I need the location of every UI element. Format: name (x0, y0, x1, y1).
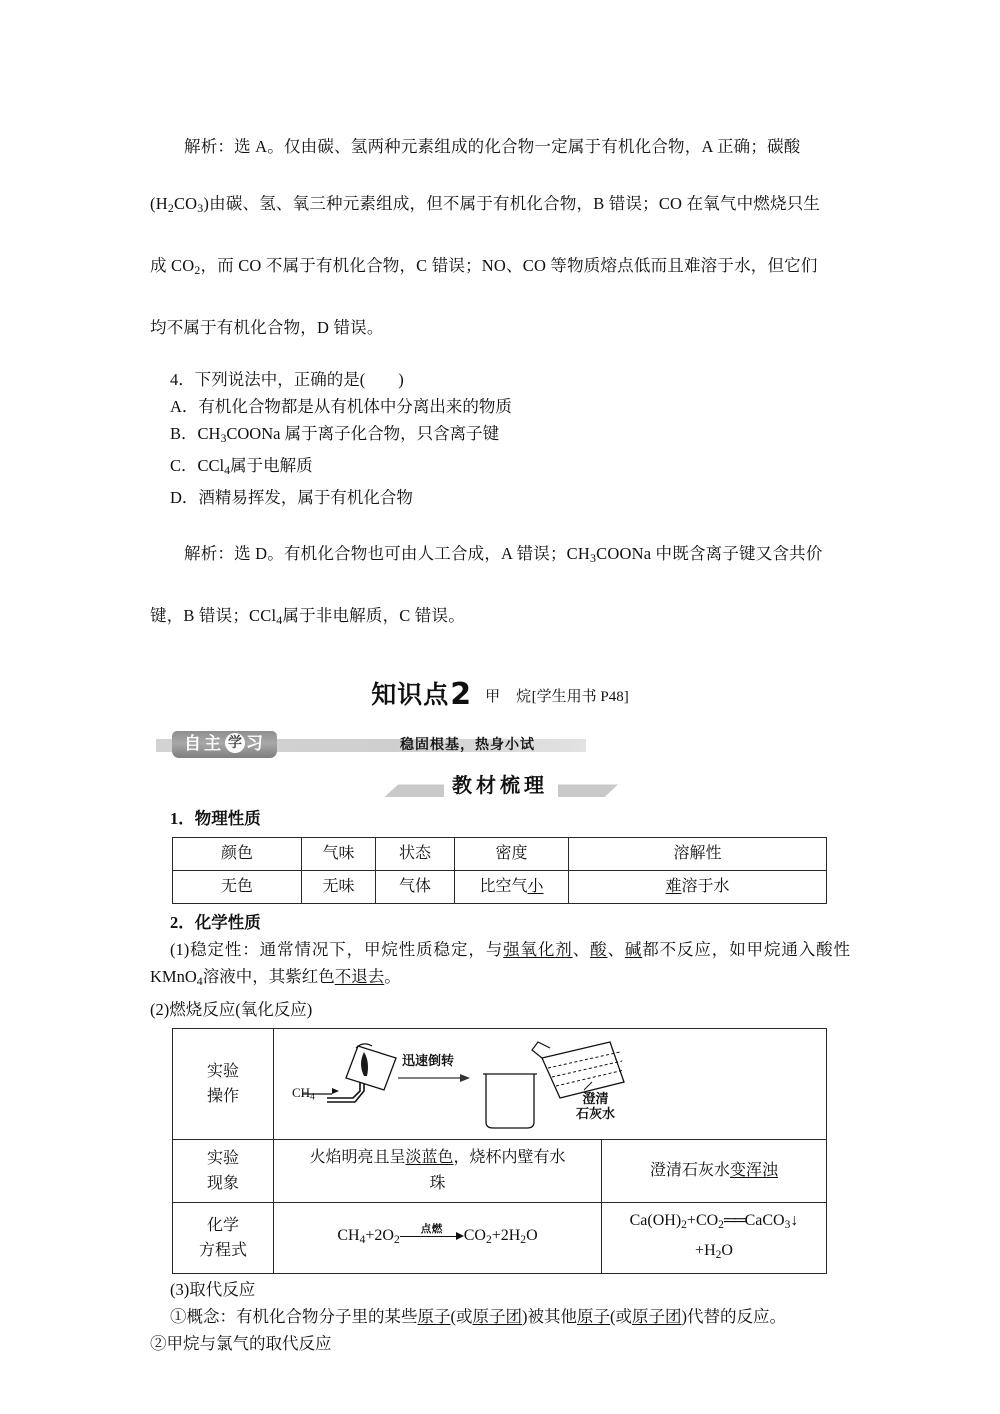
table-row-operation (173, 1028, 827, 1139)
formula-sub: 2 (718, 1218, 724, 1231)
row-label-line-2: 方程式 (198, 1241, 247, 1259)
arrow-head (456, 1232, 464, 1240)
stability-text-a: (1)稳定性：通常情况下，甲烷性质稳定，与 (170, 940, 504, 960)
phenomenon-right-text: 澄清石灰水 (649, 1161, 730, 1179)
solution-3-line-3 (150, 237, 850, 299)
table-row-equation (173, 1202, 827, 1273)
carbonic-acid-formula-prefix: (H (150, 194, 168, 213)
limewater-line-2: 石灰水 (576, 1106, 616, 1122)
value-odor: 无味 (302, 871, 376, 904)
limewater-equation-line-2: $+H_2O$ (695, 1241, 733, 1261)
stability-sep-1: 、 (572, 940, 591, 960)
heading-wing-left-icon (384, 784, 444, 797)
stability-text-e: 。 (384, 967, 401, 987)
concept-text-c: )被其他 (522, 1306, 577, 1326)
solution-3-line-3-text: ，而 CO 不属于有机化合物，C 错误；NO、CO 等物质熔点低而且难溶于水，但它们 (200, 256, 818, 276)
substitution-heading-text: (3)取代反应 (170, 1279, 256, 1299)
row-label-line-1: 实验 (206, 1062, 239, 1080)
reaction-arrow-icon (400, 1222, 464, 1247)
formula-sub: 2 (715, 1248, 722, 1261)
stability-keyword-4: 不退去 (334, 967, 385, 987)
question-4-option-d (150, 484, 850, 511)
equals-bond: ══ (723, 1211, 745, 1229)
combustion-heading (150, 996, 850, 1023)
table-row-phenomenon (173, 1139, 827, 1202)
header-solubility: 溶解性 (569, 838, 827, 871)
phenomenon-right-keyword: 变浑浊 (730, 1161, 779, 1179)
phenomenon-left-cell (274, 1139, 602, 1202)
rapid-invert-label: 迅速倒转 (402, 1053, 455, 1069)
formula-mid: CO (173, 194, 198, 213)
row-label-phenomenon (173, 1139, 274, 1202)
phenomenon-right-cell (602, 1139, 827, 1202)
formula-sub: 4 (359, 1233, 366, 1246)
solution-4-text-d: 属于非电解质，C 错误。 (282, 606, 465, 626)
formula-sub: 4 (310, 1091, 315, 1102)
methane-combustion-diagram (280, 1036, 820, 1132)
banner-slogan: 稳固根基，热身小试 (400, 737, 535, 754)
combustion-heading-text: (2)燃烧反应(氧化反应) (150, 999, 313, 1019)
option-label: D． (170, 488, 199, 508)
formula-sub: 2 (167, 201, 174, 216)
option-text: 属于电解质 (230, 456, 313, 476)
question-4-option-a (150, 393, 850, 420)
substitution-concept (150, 1303, 850, 1330)
solution-4-paragraph (150, 525, 850, 649)
header-density: 密度 (455, 838, 569, 871)
solution-4-line-1 (150, 525, 850, 587)
question-4-option-c (150, 452, 850, 484)
concept-keyword-1: 原子 (417, 1306, 451, 1326)
concept-text-a: ①概念：有机化合物分子里的某些 (170, 1306, 418, 1326)
concept-text-e: )代替的反应。 (681, 1306, 786, 1326)
question-4-stem: 4．下列说法中，正确的是( ) (170, 370, 404, 390)
row-label-operation (173, 1028, 274, 1139)
knowledge-point-header (150, 675, 850, 712)
knowledge-point-title: 知识点 (371, 680, 450, 710)
solution-4-line-2 (150, 587, 850, 649)
question-4-option-b (150, 420, 850, 452)
stability-keyword-1: 强氧化剂 (503, 940, 573, 960)
chemical-properties-heading: 2．化学性质 (170, 913, 261, 933)
limewater-equation-line-1: $Ca(OH)_2+CO_2══CaCO_3↓$ (629, 1211, 799, 1231)
banner-tab (172, 731, 277, 758)
concept-keyword-2: 原子团 (472, 1306, 522, 1326)
concept-keyword-4: 原子团 (632, 1306, 682, 1326)
concept-text-b: (或 (450, 1306, 473, 1326)
limewater-line-1: 澄清 (582, 1091, 609, 1107)
formula-sub: 4 (196, 974, 203, 989)
physical-properties-table (172, 837, 827, 904)
row-label-equation (173, 1202, 274, 1273)
density-prefix: 比空气 (479, 878, 528, 896)
phenomenon-left-line-1 (280, 1145, 595, 1171)
combustion-experiment-table (172, 1028, 827, 1274)
stability-text-b: 都不反应，如甲烷通入酸 (642, 940, 834, 960)
value-state: 气体 (376, 871, 455, 904)
solution-3-line-4: 均不属于有机化合物，D 错误。 (150, 318, 384, 338)
banner-tab-text-1: 自主 (184, 734, 224, 755)
option-label: B． (170, 424, 198, 444)
formula-sub: 3 (220, 431, 227, 446)
experiment-diagram-cell (274, 1028, 827, 1139)
option-label: C． (170, 456, 198, 476)
header-color: 颜色 (173, 838, 302, 871)
substitution-item-2: ②甲烷与氯气的取代反应 (150, 1333, 332, 1353)
substitution-heading (150, 1276, 850, 1303)
knowledge-point-reference: [学生用书 P48] (531, 689, 629, 706)
banner-tab-text-2: 习 (246, 734, 266, 755)
self-study-banner (150, 730, 850, 760)
stability-paragraph (150, 936, 850, 995)
combustion-equation: $CH_4+2O_2$ 点燃 $CO_2+2H_2O$ (337, 1227, 537, 1244)
phenomenon-keyword: 淡蓝色 (405, 1148, 454, 1166)
formula-sub: 2 (393, 1233, 400, 1246)
knowledge-point-subject: 甲 烷 (485, 689, 532, 706)
solution-4-text-a: 解析：选 D。有机化合物也可由人工合成，A 错误；CH (184, 544, 590, 564)
solution-4-text-b: COONa 中既含离子键又含共价 (596, 544, 823, 564)
stability-text-c: 性 KMnO (150, 940, 851, 987)
section-heading-row (150, 772, 850, 800)
phenomenon-text-b: ，烧杯内壁有水 (453, 1148, 566, 1166)
row-label-line-1: 实验 (206, 1149, 239, 1167)
formula-sub: 2 (194, 263, 201, 278)
formula-sub: 4 (224, 463, 231, 478)
solution-3-paragraph (150, 118, 850, 356)
solution-3-line-2 (150, 175, 850, 237)
table-row-values (173, 871, 827, 904)
phenomenon-left-line-2: 珠 (429, 1174, 446, 1192)
value-solubility (569, 871, 827, 904)
physical-properties-heading: 1．物理性质 (170, 809, 261, 829)
formula-sub: 3 (590, 551, 597, 566)
stability-keyword-3: 碱 (624, 940, 643, 960)
solution-3-line-2-text: )由碳、氢、氧三种元素组成，但不属于有机化合物，B 错误；CO 在氧气中燃烧只生 (203, 194, 821, 213)
question-4 (150, 366, 850, 511)
arrow-shaft (400, 1236, 458, 1237)
row-label-line-2: 现象 (206, 1174, 239, 1192)
option-label: A． (170, 397, 199, 417)
solution-3-line-1: 解析：选 A。仅由碳、氢两种元素组成的化合物一定属于有机化合物，A 正确；碳酸 (184, 137, 801, 156)
ch4-label-text: CH (292, 1084, 311, 1100)
row-label-line-1: 化学 (206, 1216, 239, 1234)
option-text: 有机化合物都是从有机体中分离出来的物质 (198, 397, 512, 417)
solubility-keyword: 难 (665, 878, 682, 896)
option-text: COONa 属于离子化合物，只含离子键 (226, 424, 500, 444)
formula-sub: 3 (784, 1218, 791, 1231)
concept-text-d: (或 (610, 1306, 632, 1326)
row-label-line-2: 操作 (206, 1087, 239, 1105)
co2-prefix: 成 CO (150, 256, 195, 276)
solubility-rest: 溶于水 (681, 878, 730, 896)
option-text: 酒精易挥发，属于有机化合物 (198, 488, 413, 508)
reaction-condition: 点燃 (420, 1222, 443, 1235)
table-row-header (173, 838, 827, 871)
solution-4-text-c: 键，B 错误；CCl (150, 606, 277, 626)
value-density (455, 871, 569, 904)
concept-keyword-3: 原子 (577, 1306, 610, 1326)
formula-sub: 4 (276, 613, 283, 628)
header-odor: 气味 (302, 838, 376, 871)
equation-right-cell (602, 1202, 827, 1273)
option-formula: CCl (197, 456, 225, 476)
banner-badge: 学 (225, 733, 245, 753)
formula-sub: 2 (520, 1233, 527, 1246)
page-content (150, 118, 850, 1357)
stability-text-d: 溶液中，其紫红色 (202, 967, 335, 987)
density-keyword: 小 (527, 878, 544, 896)
value-color: 无色 (173, 871, 302, 904)
formula-sub: 2 (485, 1233, 492, 1246)
equation-left-cell (274, 1202, 602, 1273)
formula-sub: 2 (681, 1218, 687, 1231)
formula-sub: 3 (197, 201, 204, 216)
knowledge-point-number: 2 (450, 677, 472, 713)
heading-wing-right-icon (558, 784, 618, 797)
stability-keyword-2: 酸 (590, 940, 608, 960)
apparatus-svg-icon (280, 1036, 820, 1132)
option-formula: CH (197, 424, 221, 444)
stability-sep-2: 、 (607, 940, 625, 960)
header-state: 状态 (376, 838, 455, 871)
section-heading: 教材梳理 (452, 773, 548, 798)
phenomenon-text-a: 火焰明亮且呈 (309, 1148, 406, 1166)
